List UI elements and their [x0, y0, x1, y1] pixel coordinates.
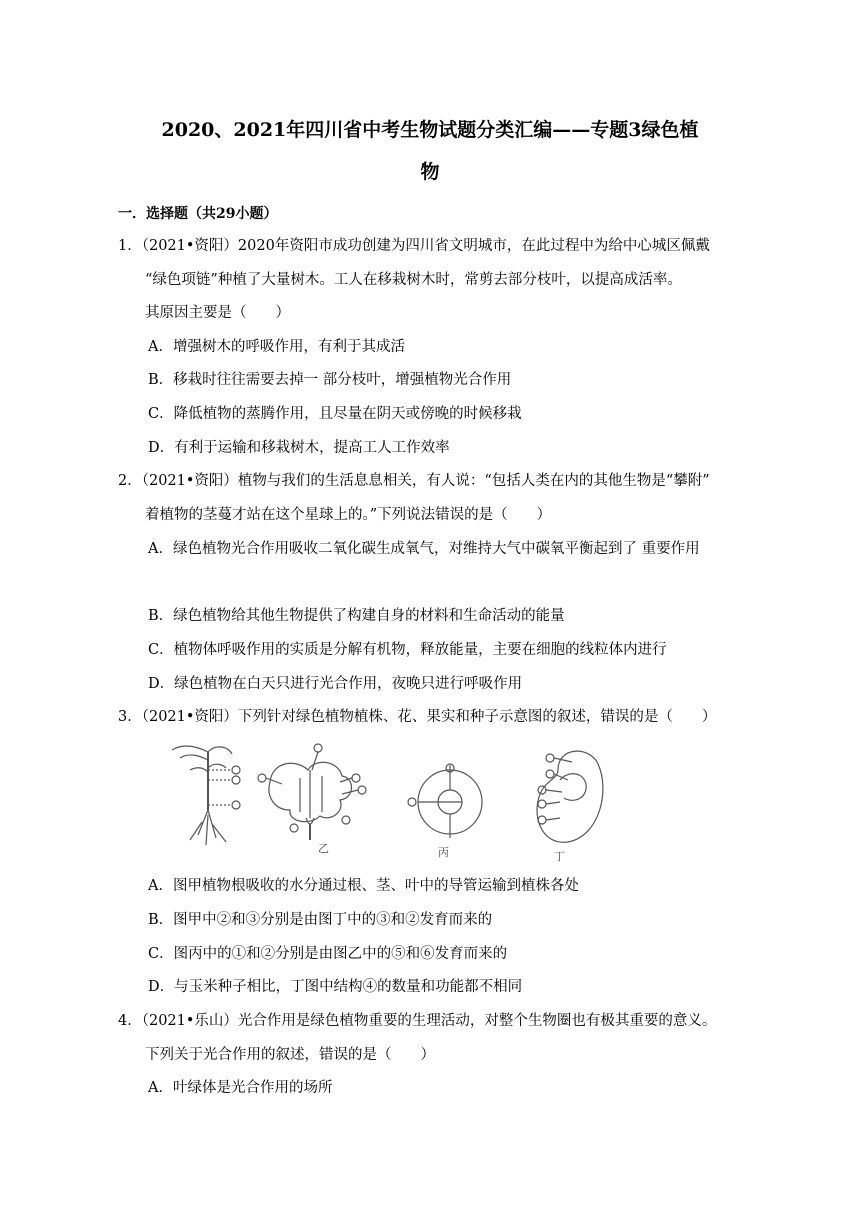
q3-option-c: C．图丙中的①和②分别是由图乙中的⑤和⑥发育而来的 — [148, 946, 508, 962]
q2-option-a: A．绿色植物光合作用吸收二氧化碳生成氧气，对维持大气中碳氧平衡起到了 重要作用 — [148, 541, 700, 557]
q4-stem-line2: 下列关于光合作用的叙述，错误的是（ ） — [145, 1047, 435, 1063]
q3-option-d: D．与玉米种子相比，丁图中结构④的数量和功能都不相同 — [148, 979, 523, 995]
q3-option-a: A．图甲植物根吸收的水分通过根、茎、叶中的导管运输到植株各处 — [148, 878, 579, 894]
q2-option-d: D．绿色植物在白天只进行光合作用，夜晚只进行呼吸作用 — [148, 676, 523, 692]
q1-option-d: D．有利于运输和移栽树木，提高工人工作效率 — [148, 440, 450, 456]
q2-option-b: B．绿色植物给其他生物提供了构建自身的材料和生命活动的能量 — [148, 608, 565, 624]
doc-title-line1: 2020、2021年四川省中考生物试题分类汇编——专题3绿色植 — [161, 119, 699, 141]
q1-option-c: C．降低植物的蒸腾作用，且尽量在阴天或傍晚的时候移栽 — [148, 406, 522, 422]
q1-stem-line2: “绿色项链”种植了大量树木。工人在移栽树木时，常剪去部分枝叶，以提高成活率。 — [145, 272, 682, 288]
figure-label-yi: 乙 — [318, 842, 329, 855]
q1-stem-line1: 1．（2021•资阳）2020年资阳市成功创建为四川省文明城市，在此过程中为给中心城区佩戴 — [118, 238, 710, 254]
q2-stem-line2: 着植物的茎蔓才站在这个星球上的。”下列说法错误的是（ ） — [145, 507, 552, 523]
q3-stem-line1: 3．（2021•资阳）下列针对绿色植物植株、花、果实和种子示意图的叙述，错误的是（ ） — [118, 709, 717, 725]
q4-option-a: A．叶绿体是光合作用的场所 — [148, 1080, 333, 1096]
doc-title-line2: 物 — [420, 161, 440, 183]
figure-label-bing: 丙 — [438, 846, 449, 859]
section-heading: 一．选择题（共29小题） — [118, 206, 278, 222]
q1-stem-line3: 其原因主要是（ ） — [145, 305, 290, 321]
q3-option-b: B．图甲中②和③分别是由图丁中的③和②发育而来的 — [148, 912, 493, 928]
figure-label-ding: 丁 — [554, 850, 565, 863]
q1-option-b: B．移栽时往往需要去掉一 部分枝叶，增强植物光合作用 — [148, 372, 512, 388]
q2-stem-line1: 2．（2021•资阳）植物与我们的生活息息相关，有人说：“包括人类在内的其他生物是“攀附” — [118, 473, 710, 489]
q4-stem-line1: 4．（2021•乐山）光合作用是绿色植物重要的生理活动，对整个生物圈也有极其重要的意义。 — [118, 1013, 717, 1029]
q1-option-a: A．增强树木的呼吸作用，有利于其成活 — [148, 339, 405, 355]
plant-diagram — [170, 740, 715, 865]
q3-figure — [170, 740, 715, 865]
q2-option-c: C．植物体呼吸作用的实质是分解有机物，释放能量，主要在细胞的线粒体内进行 — [148, 642, 667, 658]
